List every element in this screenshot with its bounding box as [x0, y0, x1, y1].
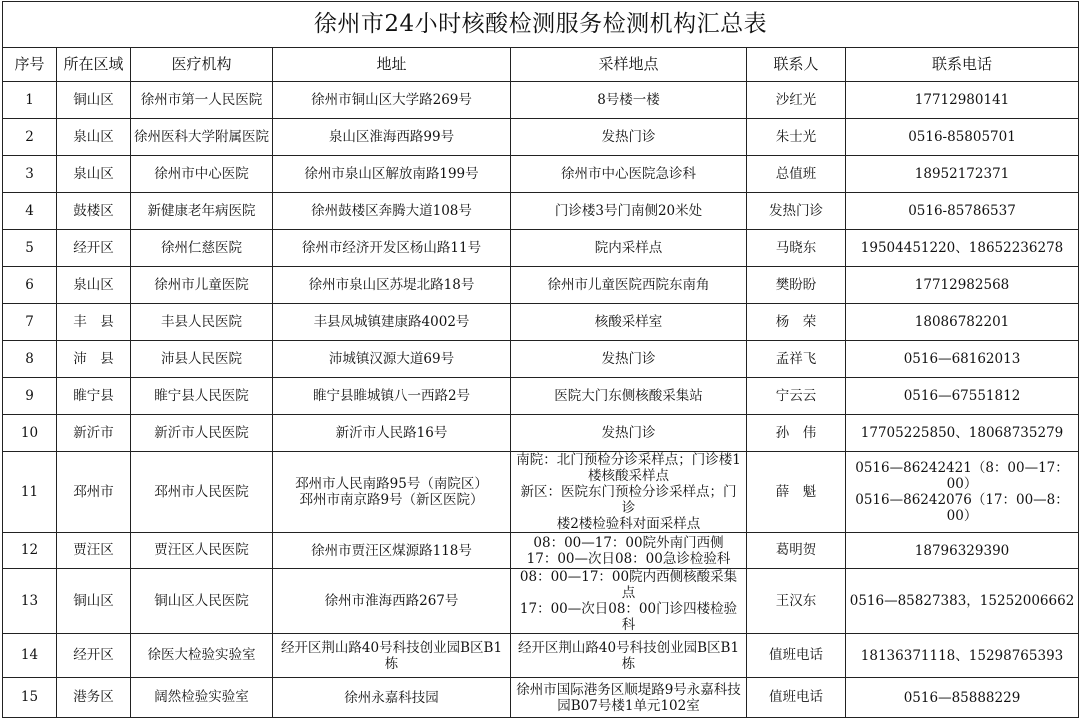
cell-institution: 邳州市人民医院 — [131, 452, 273, 533]
cell-institution: 丰县人民医院 — [131, 304, 273, 341]
cell-address-line: 徐州永嘉科技园 — [344, 689, 439, 706]
cell-index: 10 — [3, 415, 57, 452]
cell-address-line: 徐州市经济开发区杨山路11号 — [301, 240, 482, 256]
cell-address — [273, 533, 511, 569]
cell-sampling-site — [511, 569, 747, 634]
cell-sampling-site-line: 徐州市国际港务区顺堤路9号永嘉科技 — [516, 681, 741, 698]
cell-address-line: 经开区荆山路40号科技创业园B区B1栋 — [280, 639, 503, 672]
cell-address-line: 新沂市人民路16号 — [335, 425, 448, 441]
table-row — [3, 304, 1079, 341]
table-row — [3, 156, 1079, 193]
cell-area: 睢宁县 — [57, 378, 131, 415]
cell-sampling-site-line: 经开区荆山路40号科技创业园B区B1栋 — [517, 639, 740, 672]
table-row — [3, 267, 1079, 304]
cell-address-line: 徐州鼓楼区奔腾大道108号 — [311, 203, 472, 219]
summary-sheet — [2, 1, 1078, 714]
cell-area: 贾汪区 — [57, 533, 131, 569]
cell-sampling-site — [511, 267, 747, 304]
cell-sampling-site — [511, 378, 747, 415]
table-row — [3, 415, 1079, 452]
cell-phone-line: 18086782201 — [914, 314, 1010, 330]
table-row — [3, 678, 1079, 718]
cell-index: 12 — [3, 533, 57, 569]
cell-address — [273, 452, 511, 533]
table-row — [3, 341, 1079, 378]
cell-sampling-site-line: 08：00—17：00院外南门西侧 — [533, 534, 724, 551]
cell-index: 9 — [3, 378, 57, 415]
cell-sampling-site-line: 8号楼一楼 — [597, 92, 660, 108]
cell-area: 铜山区 — [57, 82, 131, 119]
cell-phone — [846, 156, 1079, 193]
cell-index: 15 — [3, 678, 57, 718]
cell-sampling-site-line: 17：00—次日08：00急诊检验科 — [526, 550, 731, 567]
cell-sampling-site — [511, 119, 747, 156]
cell-index: 11 — [3, 452, 57, 533]
cell-address-line: 徐州市泉山区解放南路199号 — [304, 166, 479, 182]
cell-area: 铜山区 — [57, 569, 131, 634]
cell-institution: 睢宁县人民医院 — [131, 378, 273, 415]
cell-index: 5 — [3, 230, 57, 267]
cell-address — [273, 230, 511, 267]
cell-area: 港务区 — [57, 678, 131, 718]
cell-contact: 总值班 — [747, 156, 846, 193]
cell-phone-line: 0516—85888229 — [903, 689, 1021, 706]
cell-contact: 值班电话 — [747, 678, 846, 718]
cell-sampling-site — [511, 533, 747, 569]
cell-contact: 发热门诊 — [747, 193, 846, 230]
cell-sampling-site-line: 核酸采样室 — [594, 314, 663, 330]
cell-sampling-site-line: 徐州市儿童医院西院东南角 — [547, 277, 710, 293]
cell-phone — [846, 341, 1079, 378]
cell-phone — [846, 533, 1079, 569]
cell-phone-line: 0516-85786537 — [908, 203, 1016, 219]
cell-phone — [846, 452, 1079, 533]
cell-phone-line: 18136371118、15298765393 — [860, 647, 1064, 664]
cell-index: 2 — [3, 119, 57, 156]
cell-phone-line: 0516—85827383，15252006662 — [849, 593, 1075, 609]
cell-phone-line: 18952172371 — [914, 166, 1010, 182]
table-row — [3, 82, 1079, 119]
cell-contact: 朱士光 — [747, 119, 846, 156]
cell-index: 4 — [3, 193, 57, 230]
cell-sampling-site — [511, 415, 747, 452]
cell-phone — [846, 634, 1079, 678]
cell-contact: 薛 魁 — [747, 452, 846, 533]
cell-address — [273, 119, 511, 156]
cell-institution: 新健康老年病医院 — [131, 193, 273, 230]
header-institution: 医疗机构 — [131, 48, 273, 82]
cell-sampling-site-line: 楼核酸采样点 — [588, 468, 669, 484]
cell-phone — [846, 378, 1079, 415]
cell-sampling-site-line: 园B07号楼1单元102室 — [557, 697, 700, 714]
cell-address — [273, 156, 511, 193]
cell-address — [273, 569, 511, 634]
cell-phone-line: 0516—67551812 — [903, 388, 1021, 404]
cell-phone-line: 0516—86242076（17：00—8：00） — [855, 492, 1069, 524]
cell-index: 14 — [3, 634, 57, 678]
cell-institution: 徐州仁慈医院 — [131, 230, 273, 267]
cell-sampling-site — [511, 304, 747, 341]
header-address: 地址 — [273, 48, 511, 82]
cell-index: 7 — [3, 304, 57, 341]
cell-contact: 樊盼盼 — [747, 267, 846, 304]
cell-index: 13 — [3, 569, 57, 634]
cell-address-line: 徐州市贾汪区煤源路118号 — [311, 542, 472, 559]
cell-index: 1 — [3, 82, 57, 119]
table-row — [3, 452, 1079, 533]
cell-area: 邳州市 — [57, 452, 131, 533]
cell-sampling-site — [511, 156, 747, 193]
cell-address-line: 丰县凤城镇建康路4002号 — [313, 314, 470, 330]
cell-address-line: 沛城镇汉源大道69号 — [328, 351, 455, 367]
cell-address-line: 徐州市淮海西路267号 — [324, 593, 459, 609]
cell-address — [273, 678, 511, 718]
cell-phone — [846, 569, 1079, 634]
cell-area: 沛 县 — [57, 341, 131, 378]
cell-contact: 马晓东 — [747, 230, 846, 267]
cell-contact: 宁云云 — [747, 378, 846, 415]
cell-address — [273, 304, 511, 341]
cell-phone-line: 18796329390 — [914, 542, 1010, 559]
cell-address — [273, 82, 511, 119]
cell-phone — [846, 267, 1079, 304]
cell-address-line: 睢宁县睢城镇八一西路2号 — [312, 388, 471, 404]
cell-sampling-site-line: 南院：北门预检分诊采样点；门诊楼1 — [516, 452, 741, 468]
cell-phone-line: 0516—86242421（8：00—17：00） — [855, 460, 1069, 492]
header-contact: 联系人 — [747, 48, 846, 82]
header-row — [3, 48, 1079, 82]
cell-institution: 沛县人民医院 — [131, 341, 273, 378]
cell-phone — [846, 230, 1079, 267]
cell-institution: 新沂市人民医院 — [131, 415, 273, 452]
header-area: 所在区域 — [57, 48, 131, 82]
cell-area: 泉山区 — [57, 119, 131, 156]
cell-phone — [846, 193, 1079, 230]
cell-phone-line: 17705225850、18068735279 — [860, 425, 1064, 441]
cell-index: 8 — [3, 341, 57, 378]
cell-sampling-site-line: 门诊楼3号门南侧20米处 — [554, 203, 703, 219]
cell-contact: 王汉东 — [747, 569, 846, 634]
cell-phone-line: 0516-85805701 — [908, 129, 1016, 145]
cell-contact: 杨 荣 — [747, 304, 846, 341]
cell-phone — [846, 119, 1079, 156]
cell-index: 6 — [3, 267, 57, 304]
cell-address — [273, 415, 511, 452]
table-title: 徐州市24小时核酸检测服务检测机构汇总表 — [3, 2, 1079, 48]
table-row — [3, 569, 1079, 634]
header-index: 序号 — [3, 48, 57, 82]
cell-phone — [846, 415, 1079, 452]
cell-sampling-site-line: 医院大门东侧核酸采集站 — [554, 388, 703, 404]
cell-sampling-site — [511, 193, 747, 230]
cell-institution: 徐医大检验实验室 — [131, 634, 273, 678]
cell-index: 3 — [3, 156, 57, 193]
cell-sampling-site-line: 发热门诊 — [601, 425, 656, 441]
cell-address — [273, 378, 511, 415]
table-row — [3, 634, 1079, 678]
institution-table — [2, 1, 1079, 718]
cell-area: 经开区 — [57, 230, 131, 267]
cell-sampling-site — [511, 634, 747, 678]
cell-sampling-site — [511, 678, 747, 718]
cell-institution: 徐州市第一人民医院 — [131, 82, 273, 119]
cell-phone — [846, 82, 1079, 119]
cell-address — [273, 193, 511, 230]
cell-institution: 徐州医科大学附属医院 — [131, 119, 273, 156]
cell-sampling-site — [511, 452, 747, 533]
cell-contact: 值班电话 — [747, 634, 846, 678]
header-phone: 联系电话 — [846, 48, 1079, 82]
cell-institution: 贾汪区人民医院 — [131, 533, 273, 569]
cell-sampling-site-line: 院内采样点 — [594, 240, 663, 256]
cell-area: 丰 县 — [57, 304, 131, 341]
header-sampling-site: 采样地点 — [511, 48, 747, 82]
cell-area: 泉山区 — [57, 156, 131, 193]
cell-contact: 葛明贺 — [747, 533, 846, 569]
cell-sampling-site — [511, 82, 747, 119]
table-row — [3, 533, 1079, 569]
cell-sampling-site-line: 17：00—次日08：00门诊四楼检验科 — [519, 601, 738, 633]
cell-address-line: 泉山区淮海西路99号 — [328, 129, 455, 145]
cell-area: 泉山区 — [57, 267, 131, 304]
cell-phone-line: 17712982568 — [914, 277, 1010, 293]
cell-institution: 阔然检验实验室 — [131, 678, 273, 718]
cell-sampling-site-line: 新区：医院东门预检分诊采样点；门诊 — [520, 484, 737, 516]
cell-address-line: 徐州市铜山区大学路269号 — [311, 92, 472, 108]
cell-sampling-site-line: 发热门诊 — [601, 129, 656, 145]
table-row — [3, 378, 1079, 415]
cell-area: 经开区 — [57, 634, 131, 678]
cell-phone — [846, 304, 1079, 341]
cell-address — [273, 341, 511, 378]
cell-contact: 孙 伟 — [747, 415, 846, 452]
cell-sampling-site-line: 08：00—17：00院内西侧核酸采集点 — [519, 569, 738, 601]
cell-phone-line: 19504451220、18652236278 — [860, 240, 1064, 256]
cell-address — [273, 267, 511, 304]
cell-address — [273, 634, 511, 678]
cell-phone-line: 17712980141 — [914, 92, 1010, 108]
cell-address-line: 邳州市人民南路95号（南院区） — [295, 476, 488, 492]
table-body — [3, 82, 1079, 718]
cell-institution: 铜山区人民医院 — [131, 569, 273, 634]
cell-address-line: 徐州市泉山区苏堤北路18号 — [308, 277, 475, 293]
cell-sampling-site-line: 楼2楼检验科对面采样点 — [556, 516, 701, 532]
cell-area: 新沂市 — [57, 415, 131, 452]
cell-address-line: 邳州市南京路9号（新区医院） — [299, 492, 484, 508]
cell-sampling-site — [511, 230, 747, 267]
cell-phone-line: 0516—68162013 — [903, 351, 1021, 367]
table-row — [3, 230, 1079, 267]
cell-contact: 沙红光 — [747, 82, 846, 119]
table-row — [3, 193, 1079, 230]
cell-sampling-site-line: 徐州市中心医院急诊科 — [561, 166, 696, 182]
table-row — [3, 119, 1079, 156]
cell-sampling-site — [511, 341, 747, 378]
cell-institution: 徐州市儿童医院 — [131, 267, 273, 304]
cell-phone — [846, 678, 1079, 718]
cell-area: 鼓楼区 — [57, 193, 131, 230]
cell-institution: 徐州市中心医院 — [131, 156, 273, 193]
cell-contact: 孟祥飞 — [747, 341, 846, 378]
cell-sampling-site-line: 发热门诊 — [601, 351, 656, 367]
